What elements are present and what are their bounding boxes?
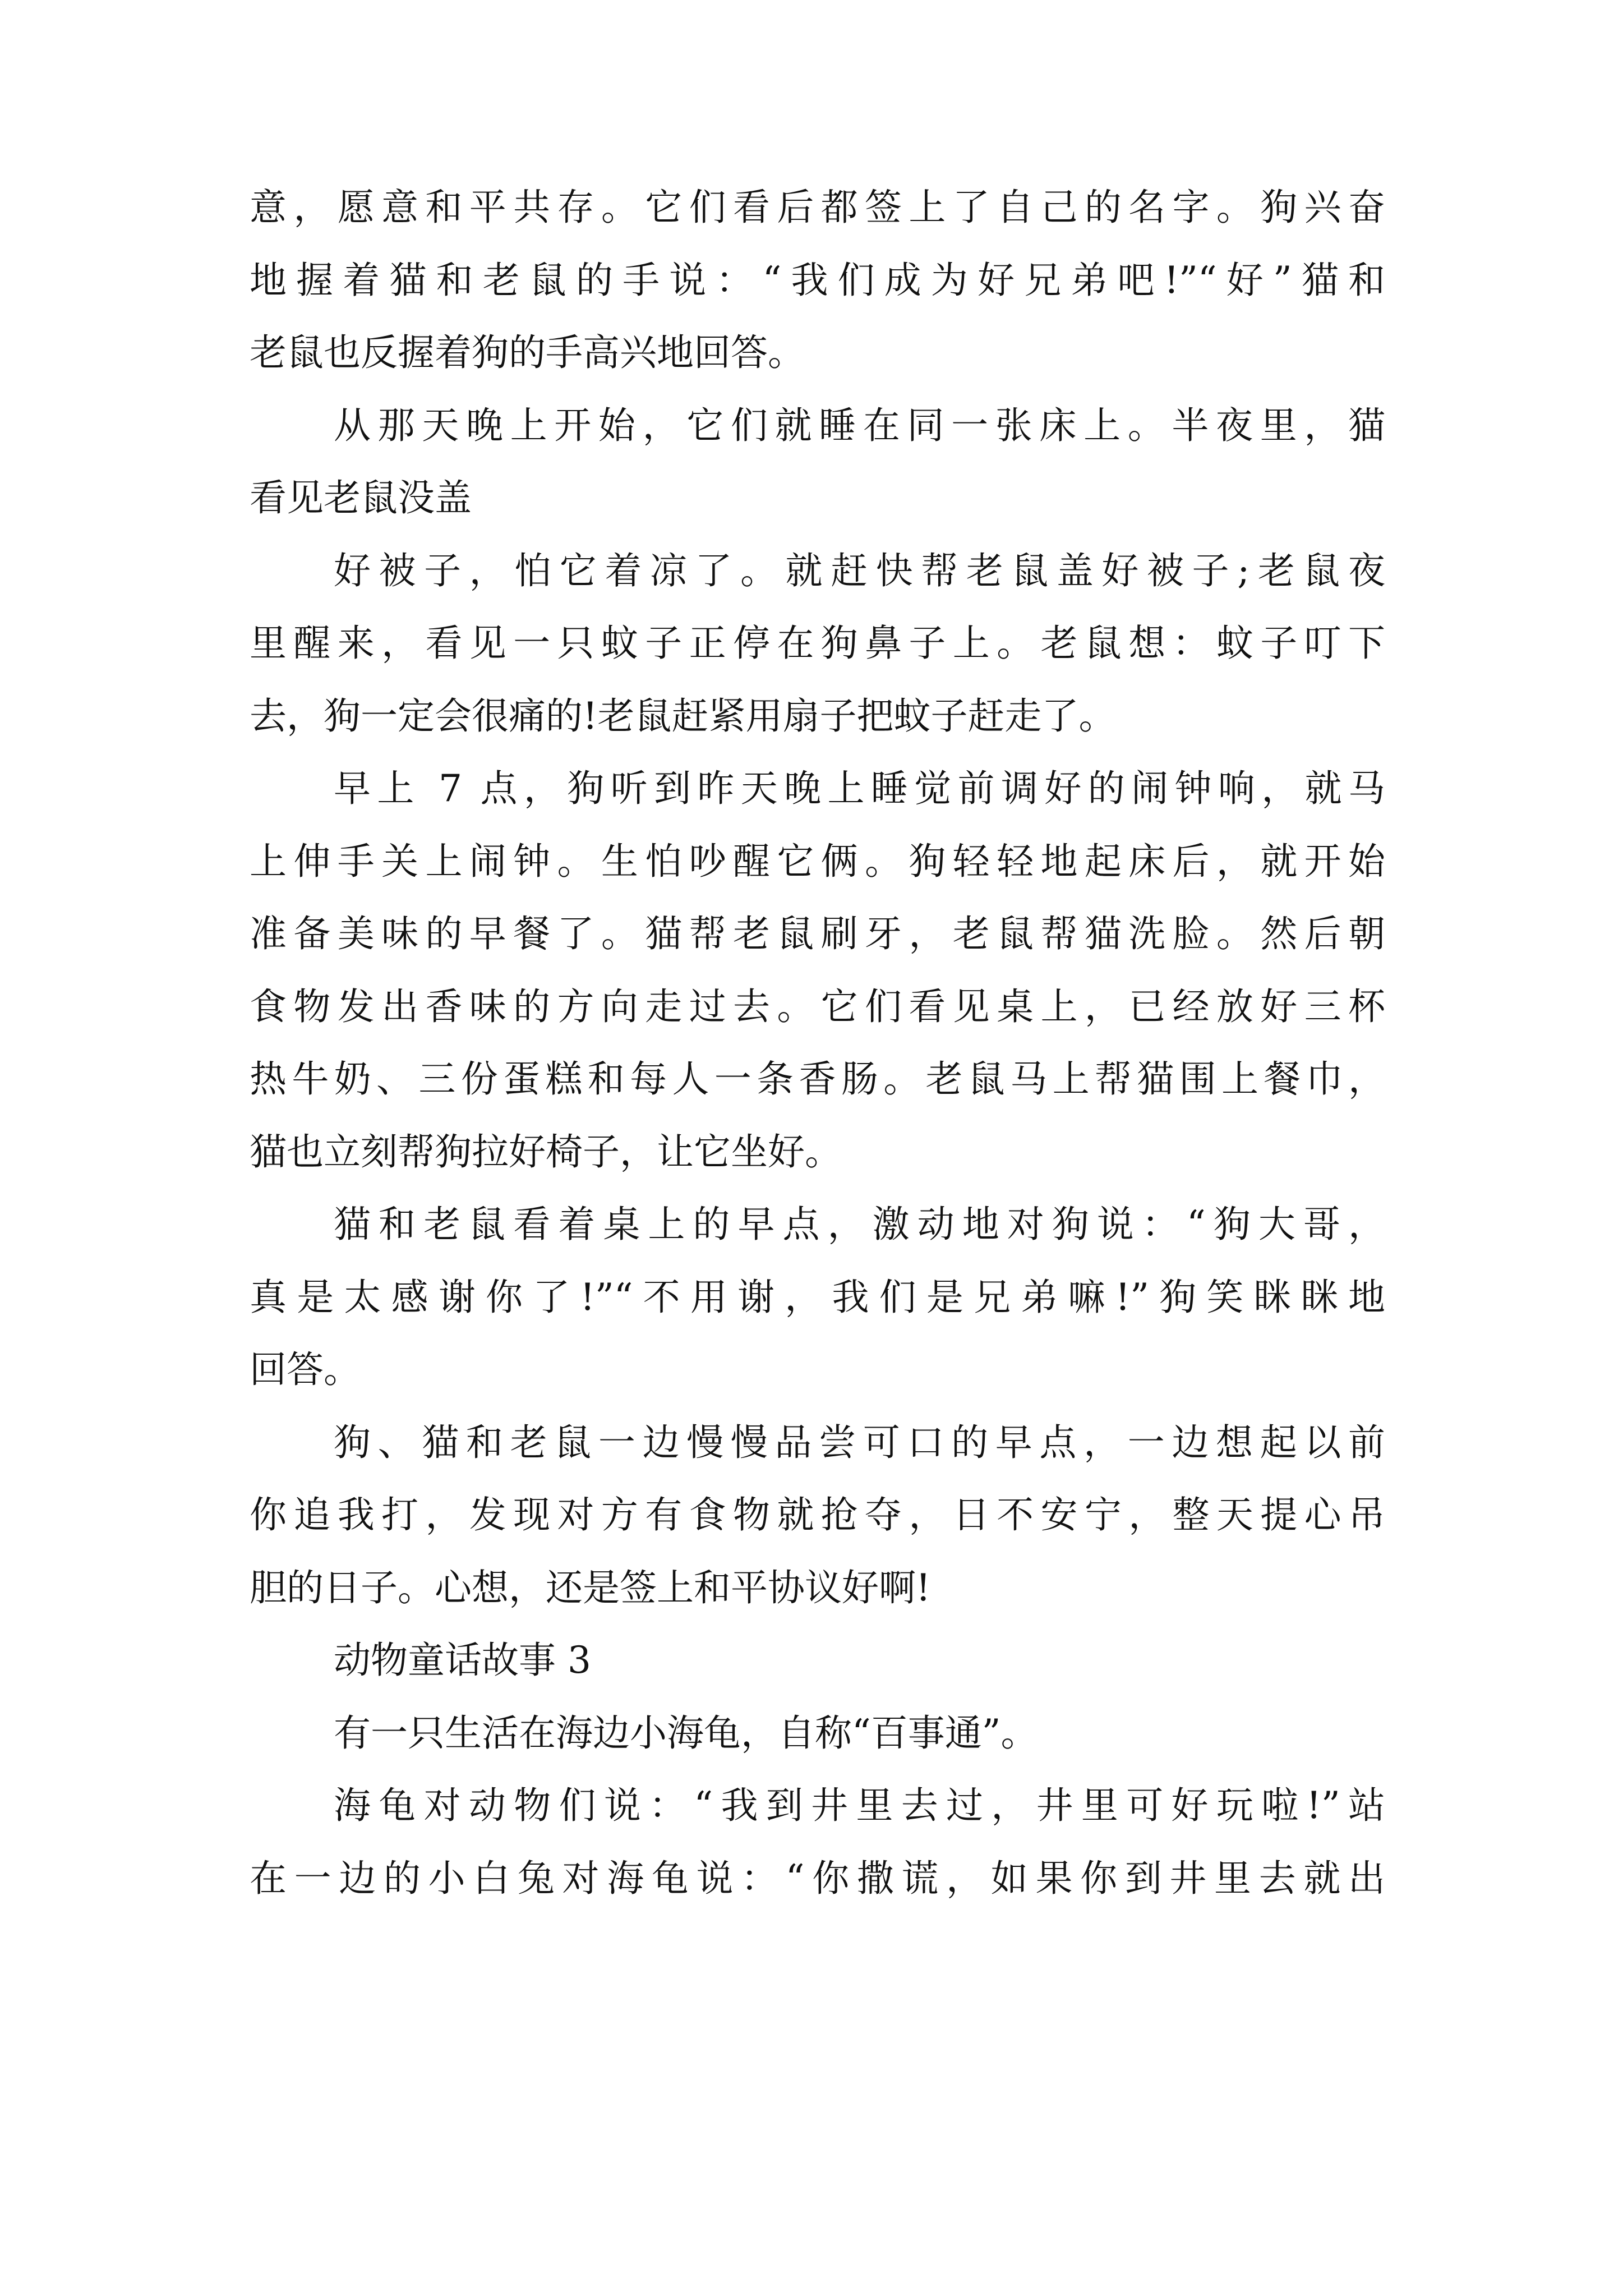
text-line: 猫也立刻帮狗拉好椅子，让它坐好。: [250, 1130, 842, 1174]
text-line: 里醒来，看见一只蚊子正停在狗鼻子上。老鼠想：蚊子叮下: [250, 622, 1385, 665]
text-line: 看见老鼠没盖: [250, 476, 472, 519]
text-line: 在一边的小白兔对海龟说：“你撒谎，如果你到井里去就出: [250, 1856, 1385, 1900]
text-line: 意，愿意和平共存。它们看后都签上了自己的名字。狗兴奋: [250, 186, 1385, 229]
text-line: 去，狗一定会很痛的!老鼠赶紧用扇子把蚊子赶走了。: [250, 694, 1116, 738]
text-line: 早上 7 点，狗听到昨天晚上睡觉前调好的闹钟响，就马: [334, 767, 1385, 810]
text-line: 热牛奶、三份蛋糕和每人一条香肠。老鼠马上帮猫围上餐巾，: [250, 1057, 1385, 1101]
text-line: 你追我打，发现对方有食物就抢夺，日不安宁，整天提心吊: [250, 1493, 1385, 1536]
text-line: 食物发出香味的方向走过去。它们看见桌上，已经放好三杯: [250, 984, 1385, 1028]
text-line: 海龟对动物们说：“我到井里去过，井里可好玩啦!”站: [334, 1784, 1385, 1827]
text-line: 有一只生活在海边小海龟，自称“百事通”。: [334, 1711, 1038, 1755]
text-line: 胆的日子。心想，还是签上和平协议好啊!: [250, 1566, 931, 1609]
text-line: 回答。: [250, 1348, 361, 1391]
text-line: 真是太感谢你了!”“不用谢，我们是兄弟嘛!”狗笑眯眯地: [250, 1275, 1385, 1319]
text-line: 上伸手关上闹钟。生怕吵醒它俩。狗轻轻地起床后，就开始: [250, 839, 1385, 883]
text-line: 从那天晚上开始，它们就睡在同一张床上。半夜里，猫: [334, 403, 1385, 447]
text-line: 老鼠也反握着狗的手高兴地回答。: [250, 331, 805, 374]
text-line: 猫和老鼠看着桌上的早点，激动地对狗说：“狗大哥，: [334, 1203, 1385, 1246]
text-line: 地握着猫和老鼠的手说：“我们成为好兄弟吧!”“好”猫和: [250, 258, 1385, 302]
text-line: 准备美味的早餐了。猫帮老鼠刷牙，老鼠帮猫洗脸。然后朝: [250, 912, 1385, 955]
text-line: 好被子，怕它着凉了。就赶快帮老鼠盖好被子;老鼠夜: [334, 549, 1385, 592]
section-heading: 动物童话故事 3: [334, 1639, 591, 1682]
body-text: [250, 171, 1385, 1915]
text-line: 狗、猫和老鼠一边慢慢品尝可口的早点，一边想起以前: [334, 1420, 1385, 1464]
